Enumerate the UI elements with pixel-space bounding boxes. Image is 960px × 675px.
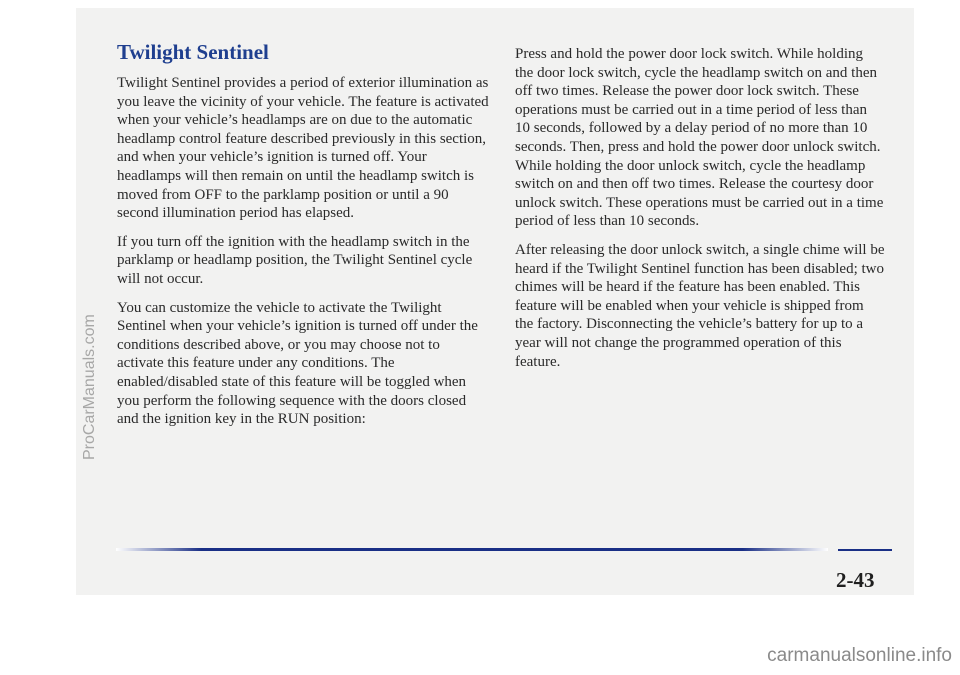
bottom-watermark: carmanualsonline.info xyxy=(767,645,952,666)
side-watermark: ProCarManuals.com xyxy=(81,314,98,460)
left-column xyxy=(117,40,489,439)
paragraph-chime: After releasing the door unlock switch, a single chime will be heard if the Twilight Sentinel function has been disabled; two chimes will be heard if the feature has been enabled. This feature will be enabled when your vehicle is shipped from the factory. Disconnecting the vehicle’s battery for up to a year will not change the programmed operation of this feature. xyxy=(515,241,885,370)
paragraph-intro: Twilight Sentinel provides a period of exterior illumination as you leave the vicinity of your vehicle. The feature is activated when your vehicle’s headlamps are on due to the automatic headlamp control feature described previously in this section, and when your vehicle’s ignition is turned off. Your headlamps will then remain on until the headlamp switch is moved from OFF to the parklamp position or until a 90 second illumination period has elapsed. xyxy=(117,75,489,222)
footer-rule-end xyxy=(838,549,892,551)
right-column xyxy=(515,45,885,381)
paragraph-sequence: Press and hold the power door lock switch. While holding the door lock switch, cycle the headlamp switch on and then off two times. Release the power door lock switch. These operations must be carried out in a time period of less than 10 seconds, followed by a delay period of no more than 10 seconds. Then, press and hold the power door unlock switch. While holding the door unlock switch, cycle the headlamp switch on and then off two times. Release the courtesy door unlock switch. These operations must be carried out in a time period of less than 10 seconds. xyxy=(515,46,884,230)
footer-rule xyxy=(116,548,828,551)
paragraph-ignition-off: If you turn off the ignition with the headlamp switch in the parklamp or headlamp position, the Twilight Sentinel cycle will not occur. xyxy=(117,233,473,287)
page-number: 2-43 xyxy=(836,568,875,592)
paragraph-customize: You can customize the vehicle to activate the Twilight Sentinel when your vehicle’s ignition is turned off under the conditions described above, or you may choose not to activate this feature under any conditions. The enabled/disabled state of this feature will be toggled when you perform the following sequence with the doors closed and the ignition key in the RUN position: xyxy=(117,299,478,428)
section-title: Twilight Sentinel xyxy=(117,40,269,64)
